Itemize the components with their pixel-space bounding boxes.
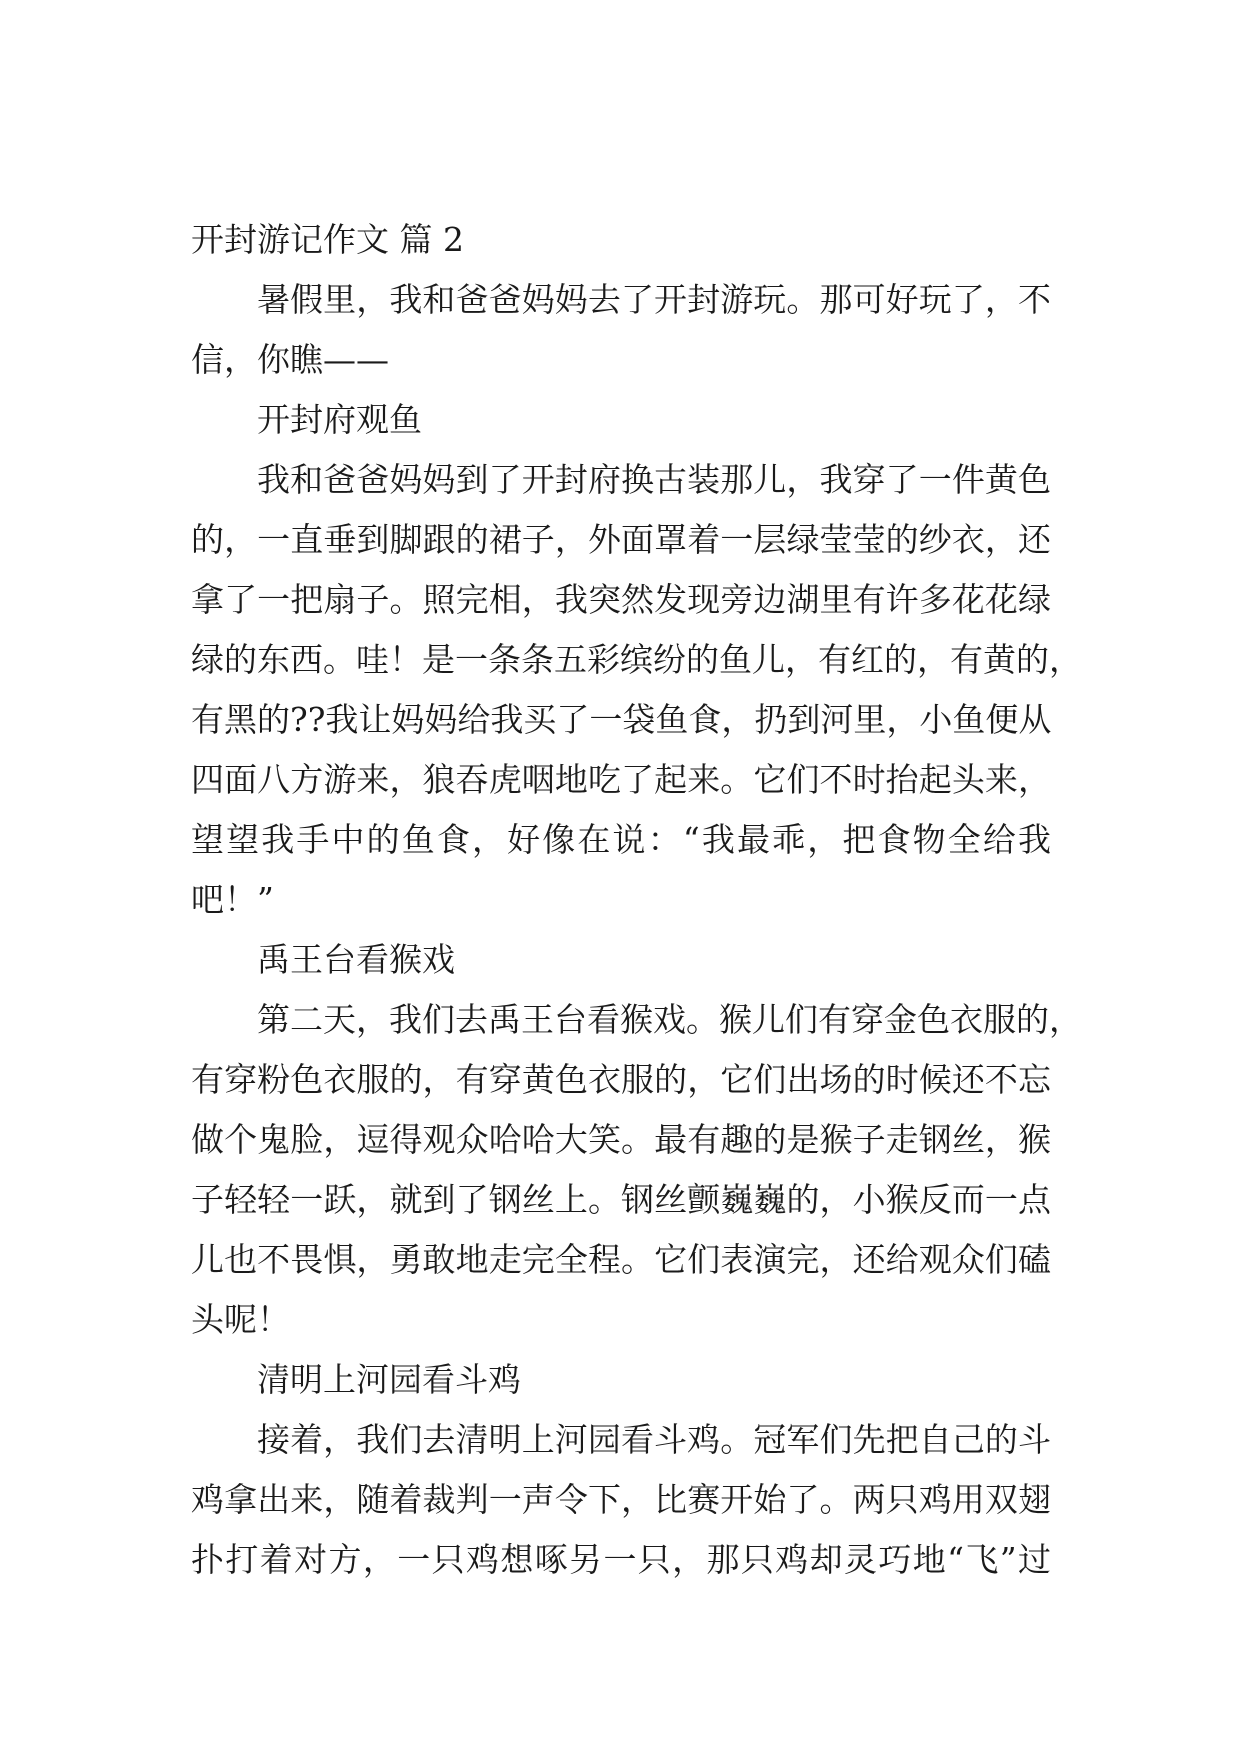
paragraph-line: 子轻轻一跃，就到了钢丝上。钢丝颤巍巍的，小猴反而一点: [191, 1180, 1051, 1219]
section-heading: 开封府观鱼: [257, 400, 422, 439]
paragraph-line: 拿了一把扇子。照完相，我突然发现旁边湖里有许多花花绿: [191, 580, 1051, 619]
paragraph-line: 信，你瞧——: [191, 340, 389, 379]
article-title: 开封游记作文 篇 2: [191, 220, 464, 259]
paragraph-line: 扑打着对方，一只鸡想啄另一只，那只鸡却灵巧地“飞”过: [191, 1540, 1051, 1579]
paragraph-line: 接着，我们去清明上河园看斗鸡。冠军们先把自己的斗: [257, 1420, 1051, 1459]
paragraph-line: 吧！”: [191, 880, 274, 919]
paragraph-line: 暑假里，我和爸爸妈妈去了开封游玩。那可好玩了，不: [257, 280, 1051, 319]
paragraph-line: 四面八方游来，狼吞虎咽地吃了起来。它们不时抬起头来，: [191, 760, 1051, 799]
section-heading: 清明上河园看斗鸡: [257, 1360, 521, 1399]
paragraph-line: 的，一直垂到脚跟的裙子，外面罩着一层绿莹莹的纱衣，还: [191, 520, 1051, 559]
paragraph-line: 头呢！: [191, 1300, 290, 1339]
paragraph-line: 有穿粉色衣服的，有穿黄色衣服的，它们出场的时候还不忘: [191, 1060, 1051, 1099]
paragraph-line: 第二天，我们去禹王台看猴戏。猴儿们有穿金色衣服的，: [257, 1000, 1082, 1039]
paragraph-line: 绿的东西。哇！是一条条五彩缤纷的鱼儿，有红的，有黄的，: [191, 640, 1082, 679]
paragraph-line: 鸡拿出来，随着裁判一声令下，比赛开始了。两只鸡用双翅: [191, 1480, 1051, 1519]
section-heading: 禹王台看猴戏: [257, 940, 455, 979]
paragraph-line: 望望我手中的鱼食，好像在说：“我最乖，把食物全给我: [191, 820, 1051, 859]
paragraph-line: 做个鬼脸，逗得观众哈哈大笑。最有趣的是猴子走钢丝，猴: [191, 1120, 1051, 1159]
paragraph-line: 有黑的??我让妈妈给我买了一袋鱼食，扔到河里，小鱼便从: [191, 700, 1052, 739]
paragraph-line: 我和爸爸妈妈到了开封府换古装那儿，我穿了一件黄色: [257, 460, 1051, 499]
paragraph-line: 儿也不畏惧，勇敢地走完全程。它们表演完，还给观众们磕: [191, 1240, 1051, 1279]
